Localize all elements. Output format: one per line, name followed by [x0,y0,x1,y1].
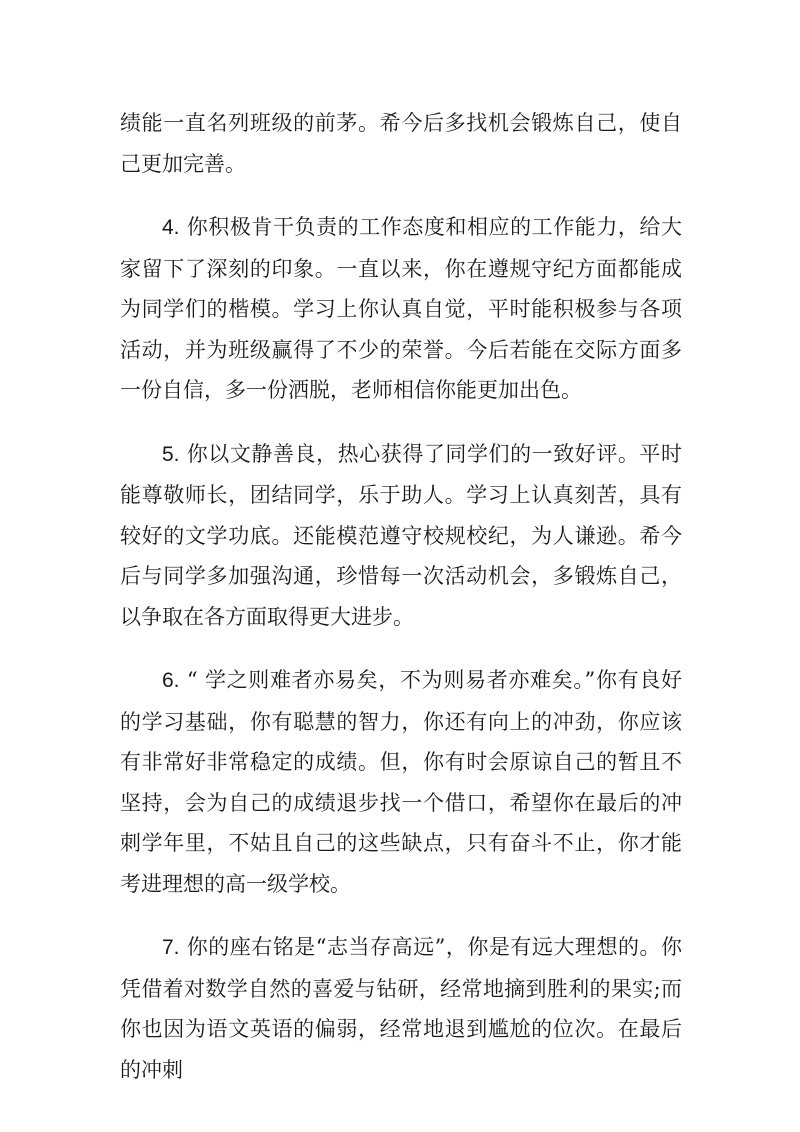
paragraph-number: 5. [162,442,180,466]
paragraph-number: 6. [162,669,180,692]
paragraph-number: 4. [162,216,180,239]
paragraph-text: 你积极肯干负责的工作态度和相应的工作能力，给大家留下了深刻的印象。一直以来，你在遵规守纪方面都能成为同学们的楷模。学习上你认真自觉，平时能积极参与各项活动，并为班级赢得了不少的荣誉。今后若能在交际方面多一份自信，多一份洒脱，老师相信你能更加出色。 [120,215,682,402]
paragraph-5 [120,434,682,638]
paragraph-text: 你的座右铭是“志当存高远”，你是有远大理想的。你凭借着对数学自然的喜爱与钻研，经常地摘到胜利的果实;而你也因为语文英语的偏弱，经常地退到尴尬的位次。在最后的冲刺 [120,935,682,1082]
paragraph-6 [120,660,682,904]
paragraph-continued [120,103,682,184]
paragraph-text: 绩能一直名列班级的前茅。希今后多找机会锻炼自己，使自己更加完善。 [120,111,682,176]
paragraph-number: 7. [162,936,180,959]
paragraph-text: “ 学之则难者亦易矣，不为则易者亦难矣。”你有良好的学习基础，你有聪慧的智力，你还有向上的冲劲，你应该有非常好非常稳定的成绩。但，你有时会原谅自己的暂且不坚持，会为自己的成绩退步找一个借口，希望你在最后的冲刺学年里，不姑且自己的这些缺点，只有奋斗不止，你才能考进理想的高一级学校。 [120,668,682,896]
paragraph-4 [120,207,682,411]
paragraph-text: 你以文静善良，热心获得了同学们的一致好评。平时能尊敬师长，团结同学，乐于助人。学习上认真刻苦，具有较好的文学功底。还能模范遵守校规校纪，为人谦逊。希今后与同学多加强沟通，珍惜每一次活动机会，多锻炼自己，以争取在各方面取得更大进步。 [120,441,682,629]
document-page [120,103,682,1113]
paragraph-7 [120,927,682,1090]
